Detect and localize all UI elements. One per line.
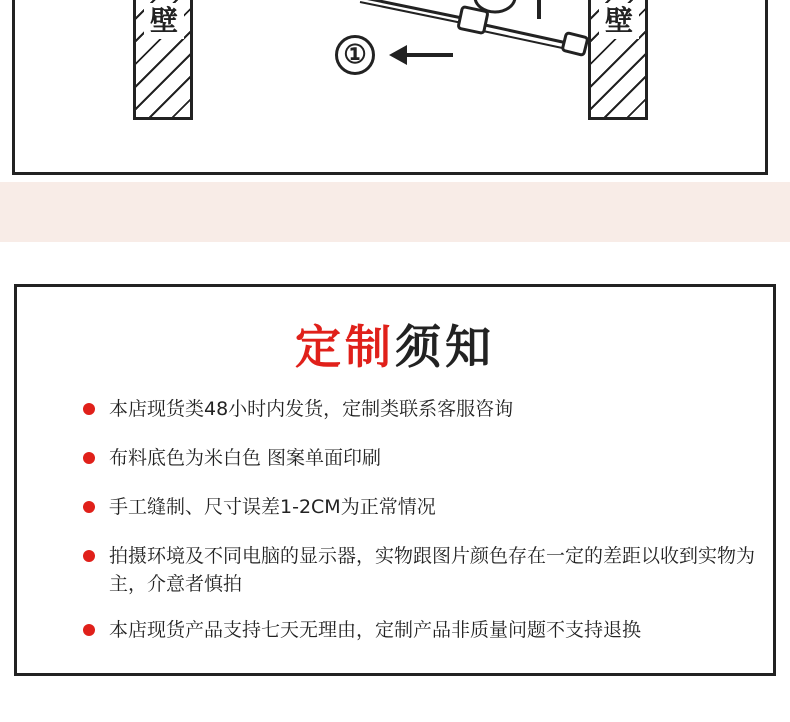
bullet-icon bbox=[83, 452, 95, 464]
rule-text: 手工缝制、尺寸误差1-2CM为正常情况 bbox=[109, 496, 436, 518]
notice-title-rest: 须知 bbox=[395, 320, 495, 374]
list-item bbox=[79, 542, 759, 598]
bullet-icon bbox=[83, 624, 95, 636]
wall-right-label: 壁 bbox=[599, 3, 639, 39]
bullet-icon bbox=[83, 550, 95, 562]
list-item bbox=[79, 395, 759, 423]
bullet-icon bbox=[83, 403, 95, 415]
notice-title-accent: 定制 bbox=[295, 320, 395, 374]
rule-text: 本店现货类48小时内发货，定制类联系客服咨询 bbox=[109, 398, 514, 420]
rule-list bbox=[79, 395, 759, 665]
divider-band bbox=[0, 182, 790, 242]
wall-left-label: 壁 bbox=[144, 3, 184, 39]
list-item bbox=[79, 616, 759, 644]
left-arrow-icon bbox=[387, 41, 457, 69]
custom-notice-box bbox=[14, 284, 776, 676]
list-item bbox=[79, 444, 759, 472]
list-item bbox=[79, 493, 759, 521]
notice-title bbox=[17, 311, 773, 377]
step-number: ① bbox=[335, 35, 375, 75]
rule-text: 本店现货产品支持七天无理由，定制产品非质量问题不支持退换 bbox=[109, 619, 642, 641]
rule-text: 拍摄环境及不同电脑的显示器，实物跟图片颜色存在一定的差距以收到实物为主，介意者慎拍 bbox=[109, 545, 756, 595]
installation-diagram bbox=[12, 0, 768, 175]
rule-text: 布料底色为米白色 图案单面印刷 bbox=[109, 447, 382, 469]
bullet-icon bbox=[83, 501, 95, 513]
